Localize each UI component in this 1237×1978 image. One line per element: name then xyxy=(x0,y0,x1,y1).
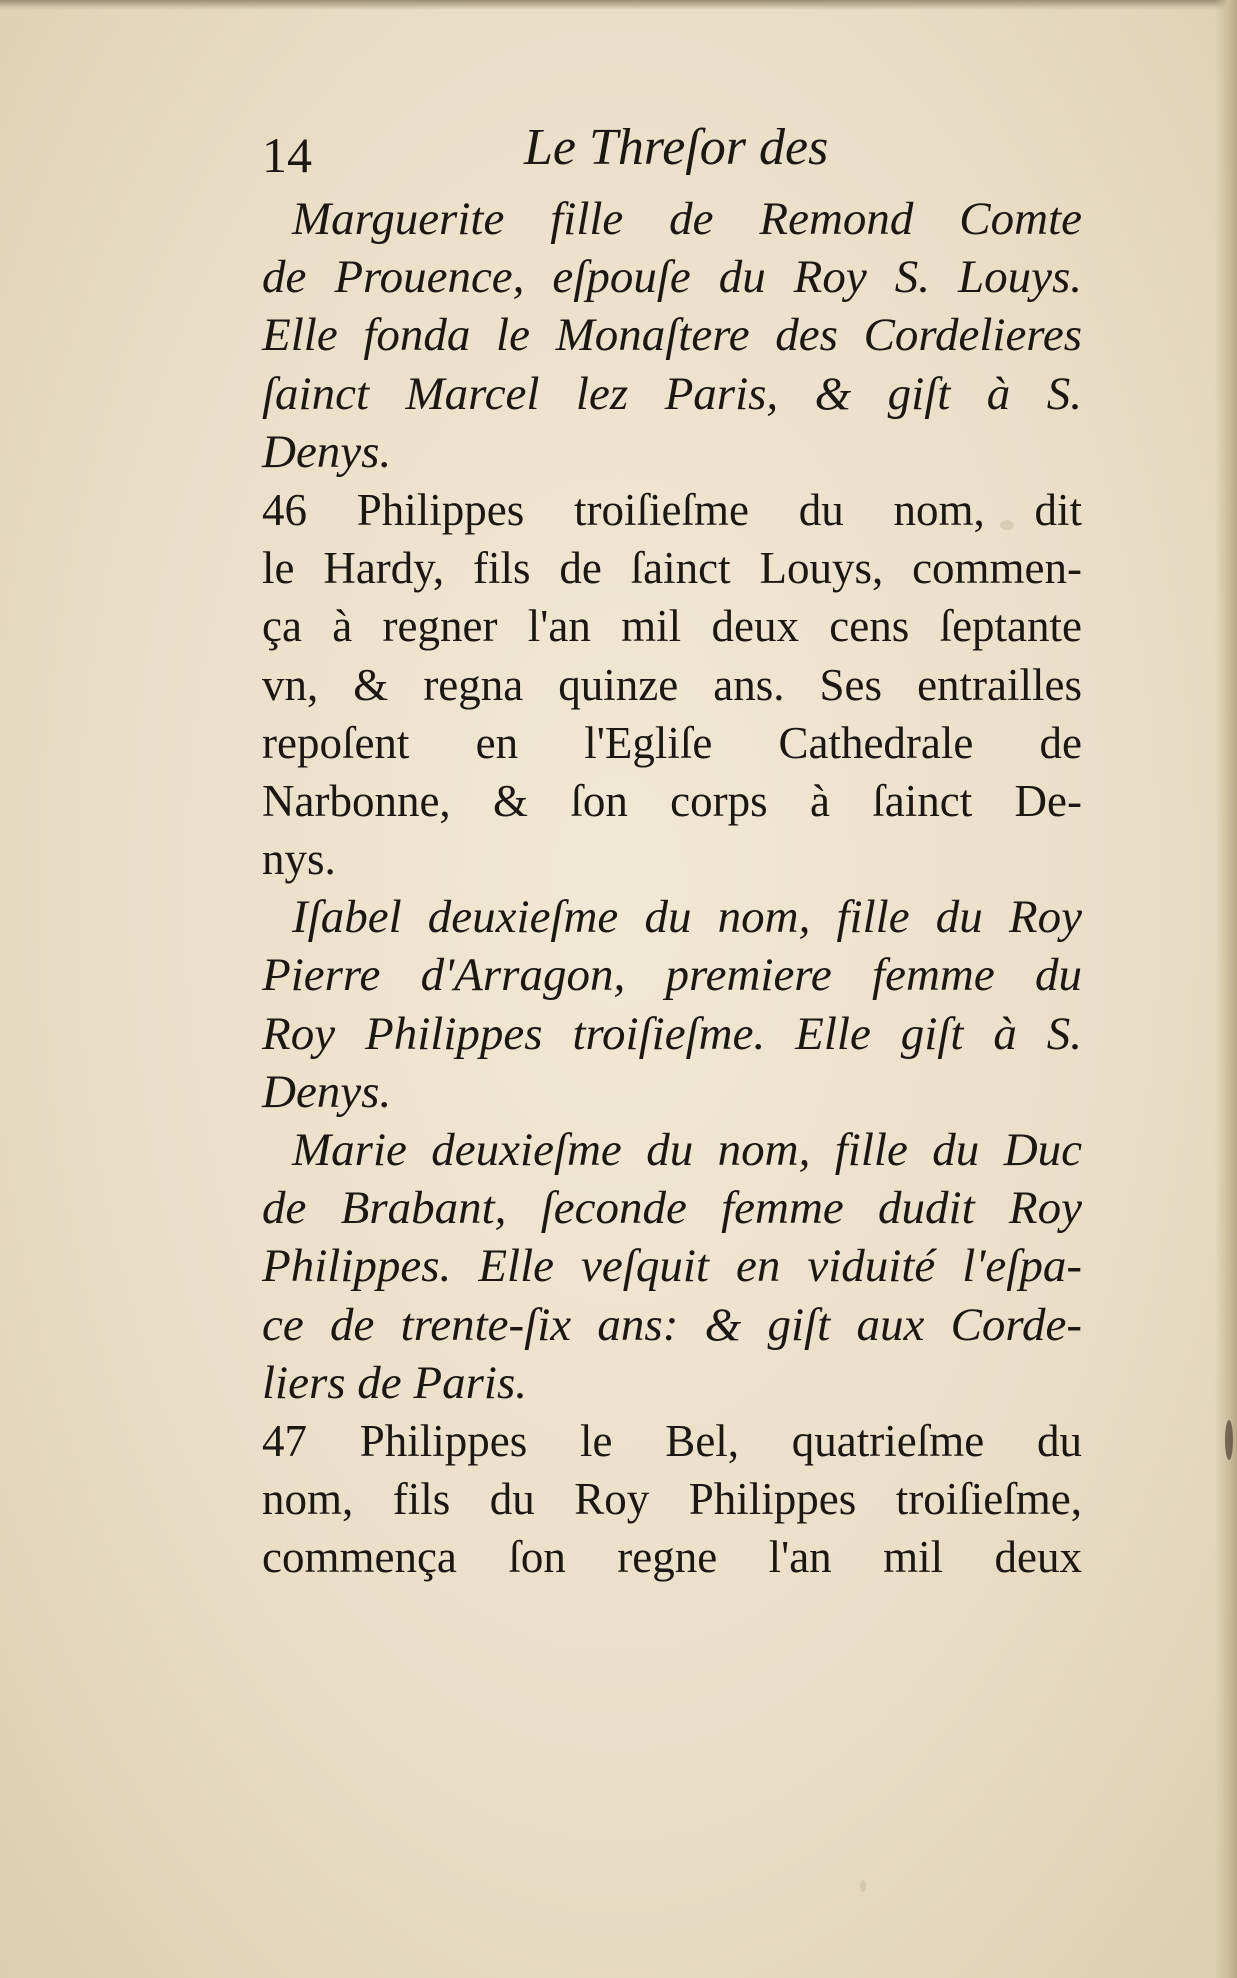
text-line: Roy Philippes troiſieſme. Elle giſt à S. xyxy=(262,1007,1082,1060)
page-text xyxy=(262,190,1082,1587)
text-line: Marie deuxieſme du nom, fille du Duc xyxy=(292,1124,1082,1176)
text-line: Narbonne, & ſon corps à ſainct De- xyxy=(262,775,1082,826)
text-line: liers de Paris. xyxy=(262,1356,528,1409)
page-top-edge xyxy=(0,0,1237,10)
text-line: Elle fonda le Monaſtere des Cordelieres xyxy=(262,309,1082,362)
text-line: 46 Philippes troiſieſme du nom, dit xyxy=(262,484,1082,535)
text-line: nom, fils du Roy Philippes troiſieſme, xyxy=(262,1474,1082,1525)
text-line: de Prouence, eſpouſe du Roy S. Louys. xyxy=(262,251,1082,304)
text-line: Denys. xyxy=(262,425,392,478)
text-line: ça à regner l'an mil deux cens ſeptante xyxy=(262,601,1082,652)
paper-mark xyxy=(1225,1420,1233,1460)
text-line: Denys. xyxy=(262,1065,392,1118)
page-number: 14 xyxy=(262,127,312,183)
text-line: ſainct Marcel lez Paris, & giſt à S. xyxy=(262,367,1082,420)
text-line: commença ſon regne l'an mil deux xyxy=(262,1532,1082,1583)
running-title: Le Threſor des xyxy=(524,119,829,176)
text-line: de Brabant, ſeconde femme dudit Roy xyxy=(262,1182,1082,1235)
text-line: Marguerite fille de Remond Comte xyxy=(292,193,1082,245)
text-line: Pierre d'Arragon, premiere femme du xyxy=(262,949,1082,1002)
page-right-edge xyxy=(1215,0,1237,1978)
text-line: Philippes. Elle veſquit en viduité l'eſpa- xyxy=(262,1240,1082,1293)
text-line: repoſent en l'Egliſe Cathedrale de xyxy=(262,717,1082,768)
text-line: Iſabel deuxieſme du nom, fille du Roy xyxy=(292,891,1082,944)
text-line: le Hardy, fils de ſainct Louys, commen- xyxy=(262,543,1082,594)
text-line: vn, & regna quinze ans. Ses entrailles xyxy=(262,659,1082,710)
text-line: ce de trente-ſix ans: & giſt aux Corde- xyxy=(262,1298,1082,1351)
running-header xyxy=(262,118,962,188)
paper-spot xyxy=(860,1880,866,1892)
text-line: 47 Philippes le Bel, quatrieſme du xyxy=(262,1415,1082,1466)
text-line: nys. xyxy=(262,834,336,885)
